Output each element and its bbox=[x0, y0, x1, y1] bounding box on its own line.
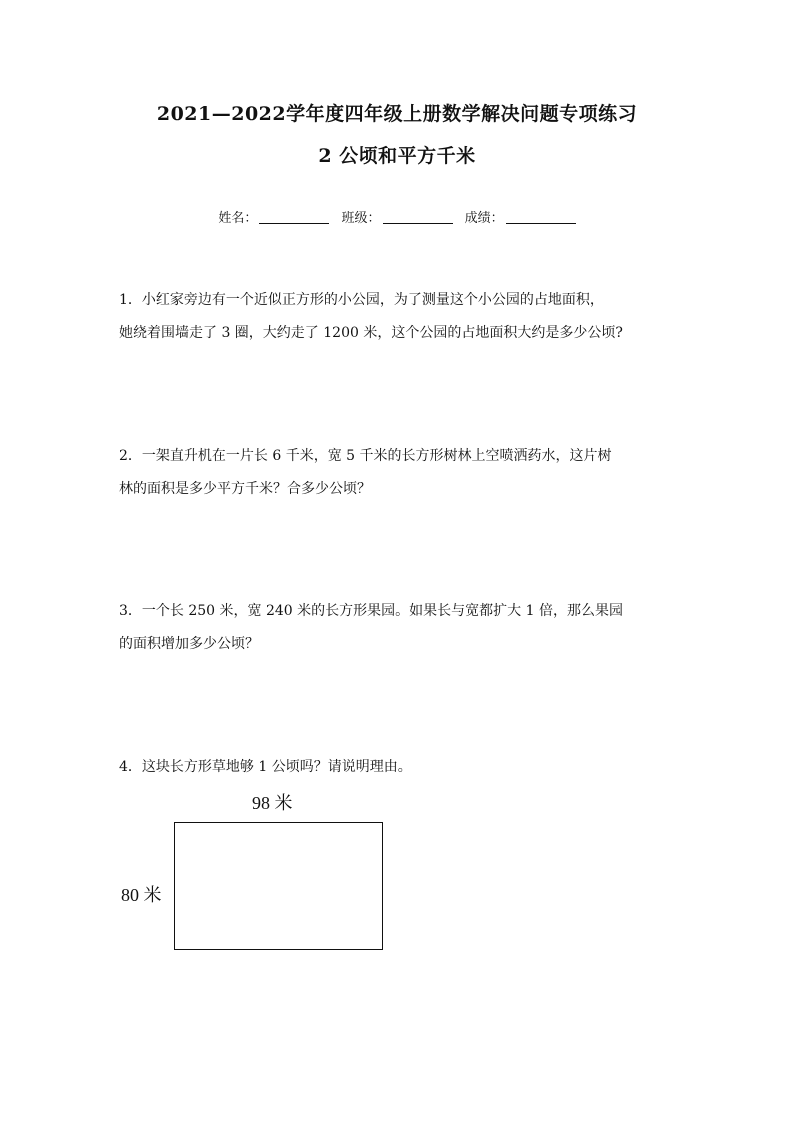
name-blank bbox=[259, 211, 329, 224]
class-label: 班级： bbox=[341, 211, 381, 226]
question-1-line-2: 她绕着围墙走了 3 圈，大约走了 1200 米，这个公园的占地面积大约是多少公顷? bbox=[119, 325, 623, 341]
lawn-rectangle-figure bbox=[174, 822, 383, 950]
question-3-line-2: 的面积增加多少公顷？ bbox=[119, 636, 259, 652]
question-2-line-2: 林的面积是多少平方千米？合多少公顷？ bbox=[119, 481, 371, 497]
student-info-row bbox=[0, 207, 794, 226]
score-blank bbox=[506, 211, 576, 224]
worksheet-subtitle: 2 公顷和平方千米 bbox=[318, 145, 476, 167]
score-label: 成绩： bbox=[464, 211, 504, 226]
question-3-line-1: 3．一个长 250 米，宽 240 米的长方形果园。如果长与宽都扩大 1 倍，那么果园 bbox=[119, 603, 623, 619]
question-2-line-1: 2．一架直升机在一片长 6 千米，宽 5 千米的长方形树林上空喷洒药水，这片树 bbox=[119, 448, 612, 464]
question-2 bbox=[119, 440, 699, 506]
question-4 bbox=[119, 751, 699, 784]
name-label: 姓名： bbox=[218, 211, 258, 226]
score-field bbox=[465, 207, 576, 226]
question-3 bbox=[119, 595, 699, 661]
question-4-line-1: 4．这块长方形草地够 1 公顷吗？请说明理由。 bbox=[119, 759, 412, 775]
class-blank bbox=[383, 211, 453, 224]
name-field bbox=[218, 207, 329, 226]
rectangle-width-label: 98 米 bbox=[252, 793, 293, 813]
worksheet-title: 2021—2022学年度四年级上册数学解决问题专项练习 bbox=[156, 103, 638, 125]
question-1 bbox=[119, 284, 699, 350]
rectangle-height-label: 80 米 bbox=[121, 885, 162, 905]
question-1-line-1: 1．小红家旁边有一个近似正方形的小公园，为了测量这个小公园的占地面积， bbox=[119, 292, 604, 308]
class-field bbox=[341, 207, 452, 226]
